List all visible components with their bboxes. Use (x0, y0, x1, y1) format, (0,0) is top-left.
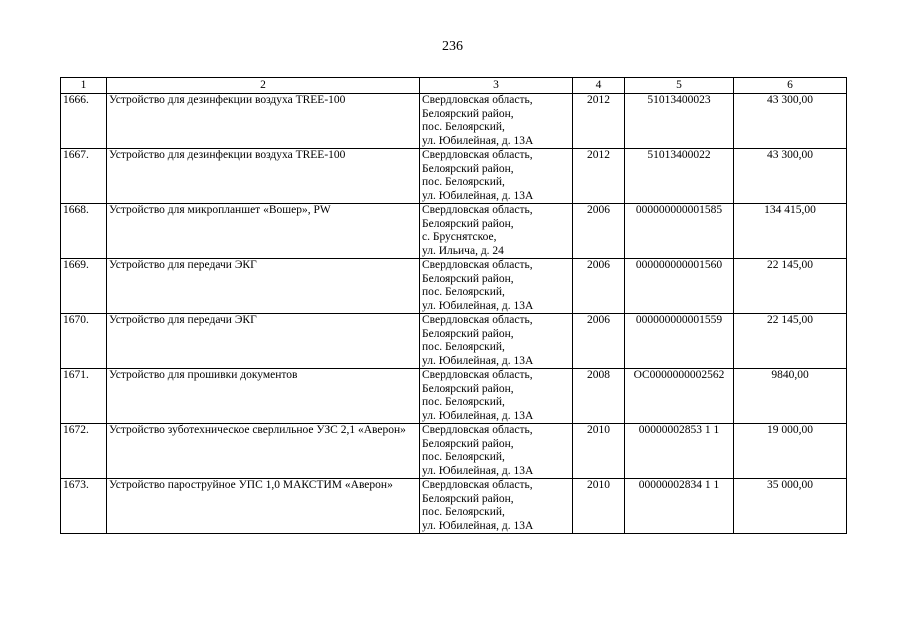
header-row (61, 78, 847, 94)
item-inventory-number: 00000002834 1 1 (625, 479, 734, 534)
item-year: 2006 (573, 314, 625, 369)
row-number: 1672. (61, 424, 107, 479)
row-number: 1669. (61, 259, 107, 314)
header-col-4: 4 (573, 78, 625, 94)
item-name: Устройство для микропланшет «Вошер», PW (107, 204, 420, 259)
table-body (61, 94, 847, 534)
address-line: Белоярский район, (422, 492, 514, 505)
table-row (61, 424, 847, 479)
item-name: Устройство для прошивки документов (107, 369, 420, 424)
item-cost: 35 000,00 (734, 479, 847, 534)
address-line: Свердловская область, (422, 94, 533, 106)
row-number: 1671. (61, 369, 107, 424)
address-line: ул. Юбилейная, д. 13А (422, 464, 534, 477)
item-inventory-number: 000000000001559 (625, 314, 734, 369)
item-name: Устройство зуботехническое сверлильное УЗС 2,1 «Аверон» (107, 424, 420, 479)
address-line: Белоярский район, (422, 382, 514, 395)
address-line: ул. Юбилейная, д. 13А (422, 189, 534, 202)
item-address (420, 314, 573, 369)
table-row (61, 369, 847, 424)
item-inventory-number: 00000002853 1 1 (625, 424, 734, 479)
address-line: пос. Белоярский, (422, 506, 505, 518)
header-col-3: 3 (420, 78, 573, 94)
address-line: Белоярский район, (422, 217, 514, 230)
table-row (61, 314, 847, 369)
item-cost: 19 000,00 (734, 424, 847, 479)
address-line: Свердловская область, (422, 424, 533, 436)
row-number: 1673. (61, 479, 107, 534)
item-cost: 9840,00 (734, 369, 847, 424)
table-row (61, 259, 847, 314)
item-year: 2012 (573, 149, 625, 204)
header-col-2: 2 (107, 78, 420, 94)
item-address (420, 94, 573, 149)
address-line: Белоярский район, (422, 437, 514, 450)
item-inventory-number: 51013400023 (625, 94, 734, 149)
item-address (420, 149, 573, 204)
address-line: Свердловская область, (422, 149, 533, 161)
address-line: Белоярский район, (422, 272, 514, 285)
row-number: 1666. (61, 94, 107, 149)
address-line: ул. Юбилейная, д. 13А (422, 409, 534, 422)
table-row (61, 94, 847, 149)
address-line: Свердловская область, (422, 204, 533, 216)
address-line: пос. Белоярский, (422, 286, 505, 298)
item-inventory-number: 51013400022 (625, 149, 734, 204)
address-line: ул. Ильича, д. 24 (422, 244, 504, 257)
item-name: Устройство для дезинфекции воздуха TREE-100 (107, 149, 420, 204)
item-year: 2012 (573, 94, 625, 149)
table-row (61, 149, 847, 204)
property-registry-table (60, 77, 847, 534)
item-cost: 43 300,00 (734, 94, 847, 149)
address-line: Белоярский район, (422, 162, 514, 175)
address-line: пос. Белоярский, (422, 176, 505, 188)
item-address (420, 424, 573, 479)
address-line: Белоярский район, (422, 107, 514, 120)
address-line: ул. Юбилейная, д. 13А (422, 354, 534, 367)
address-line: Белоярский район, (422, 327, 514, 340)
header-col-1: 1 (61, 78, 107, 94)
row-number: 1668. (61, 204, 107, 259)
item-name: Устройство для дезинфекции воздуха TREE-100 (107, 94, 420, 149)
item-cost: 134 415,00 (734, 204, 847, 259)
address-line: пос. Белоярский, (422, 396, 505, 408)
address-line: пос. Белоярский, (422, 451, 505, 463)
item-year: 2008 (573, 369, 625, 424)
header-col-5: 5 (625, 78, 734, 94)
item-address (420, 479, 573, 534)
table-header (61, 78, 847, 94)
item-cost: 22 145,00 (734, 259, 847, 314)
row-number: 1667. (61, 149, 107, 204)
address-line: Свердловская область, (422, 369, 533, 381)
item-year: 2010 (573, 424, 625, 479)
page-number: 236 (442, 39, 463, 54)
table-row (61, 479, 847, 534)
address-line: ул. Юбилейная, д. 13А (422, 134, 534, 147)
item-year: 2006 (573, 259, 625, 314)
item-name: Устройство пароструйное УПС 1,0 МАКСТИМ «Аверон» (107, 479, 420, 534)
address-line: Свердловская область, (422, 479, 533, 491)
item-year: 2006 (573, 204, 625, 259)
address-line: ул. Юбилейная, д. 13А (422, 299, 534, 312)
address-line: Свердловская область, (422, 314, 533, 326)
table-row (61, 204, 847, 259)
header-col-6: 6 (734, 78, 847, 94)
item-address (420, 259, 573, 314)
item-address (420, 204, 573, 259)
item-cost: 22 145,00 (734, 314, 847, 369)
item-cost: 43 300,00 (734, 149, 847, 204)
address-line: ул. Юбилейная, д. 13А (422, 519, 534, 532)
address-line: пос. Белоярский, (422, 121, 505, 133)
item-name: Устройство для передачи ЭКГ (107, 314, 420, 369)
item-inventory-number: ОС0000000002562 (625, 369, 734, 424)
item-name: Устройство для передачи ЭКГ (107, 259, 420, 314)
item-inventory-number: 000000000001585 (625, 204, 734, 259)
item-address (420, 369, 573, 424)
item-inventory-number: 000000000001560 (625, 259, 734, 314)
address-line: пос. Белоярский, (422, 341, 505, 353)
row-number: 1670. (61, 314, 107, 369)
address-line: Свердловская область, (422, 259, 533, 271)
item-year: 2010 (573, 479, 625, 534)
address-line: с. Бруснятское, (422, 231, 497, 243)
